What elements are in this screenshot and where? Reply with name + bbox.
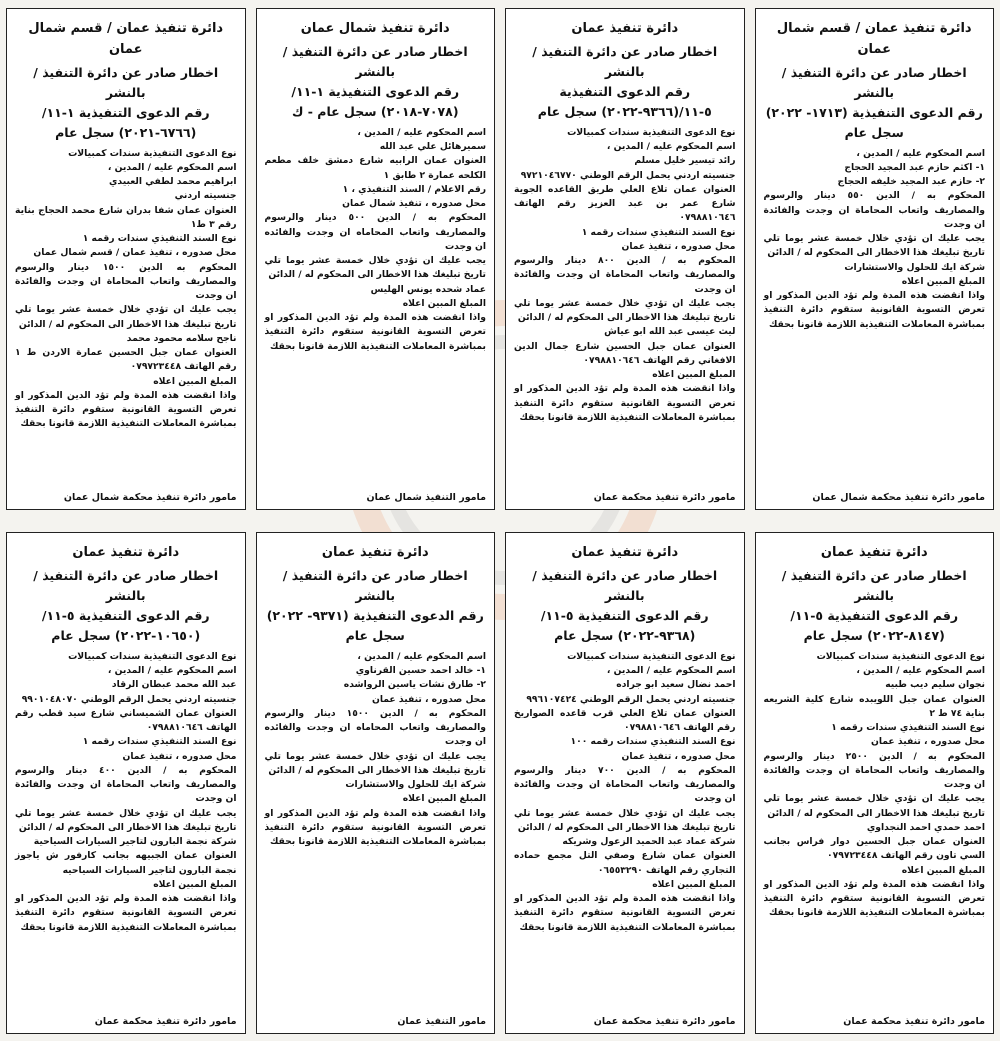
notice-title: اخطار صادر عن دائرة التنفيذ / بالنشر xyxy=(33,567,219,603)
notice-6 xyxy=(505,532,745,1034)
notice-case-number: رقم الدعوى التنفيذية ٥-١١/ (١٠٦٥٠-٢٠٢٢) سجل عام xyxy=(41,607,210,643)
notice-footer: مامور دائرة تنفيذ محكمة عمان xyxy=(843,1016,985,1027)
notice-body: اسم المحكوم عليه / المدين ، سميرهائل علي عبد الله العنوان عمان الرابيه شارع دمشق خلف مطعم الكلحه عمارة ٢ طابق ١ رقم الاعلام / السند التنفيذي ، ١ محل صدوره ، تنفيذ شمال عمان المحكوم به / الدين ٥٠٠ دينار والرسوم والمصاريف واتعاب المحاماه ان وجدت والفائده ان وجدت يجب عليك ان تؤدي خلال خمسة عشر يوما تلي تاريخ تبليغك هذا الاخطار الى المحكوم له / الدائن عماد شحده يونس الهليس المبلغ المبين اعلاه واذا انقضت هذه المدة ولم تؤد الدين المذكور او تعرض التسوية القانونية ستقوم دائرة التنفيذ بمباشرة المعاملات التنفيذية اللازمة قانونا بحقك xyxy=(264,126,487,352)
notice-case-number: رقم الدعوى التنفيذية ١-١١/ (٦٧٦٦-٢٠٢١) سجل عام xyxy=(41,104,210,140)
notice-body: نوع الدعوى التنفيذية سندات كمبيالات اسم المحكوم عليه / المدين ، نجوان سليم ديب طبيه العنوان عمان جبل اللويبده شارع كلية الشريعه بناية ٧٤ ط ٢ نوع السند التنفيذي سندات رقمه ١ محل صدوره ، تنفيذ عمان المحكوم به / الدين ٢٥٠٠ دينار والرسوم والمصاريف واتعاب المحاماة ان وجدت والفائدة ان وجدت يجب عليك ان تؤدي خلال خمسة عشر يوما تلي تاريخ تبليغك هذا الاخطار الى المحكوم له / الدائن احمد حمدي احمد النجداوي العنوان عمان جبل الحسين دوار فراس بجانب السي تاون رقم الهاتف ٠٧٩٧٢٣٤٤٨ المبلغ المبين اعلاه واذا انقضت هذه المدة ولم تؤد الدين المذكور او تعرض التسوية القانونية ستقوم دائرة التنفيذ بمباشرة المعاملات التنفيذية اللازمة قانونا بحقك xyxy=(763,650,986,919)
notice-footer: مامور التنفيذ شمال عمان xyxy=(366,492,486,503)
notice-title: اخطار صادر عن دائرة التنفيذ / بالنشر xyxy=(781,64,967,100)
notice-footer: مامور دائرة تنفيذ محكمة عمان xyxy=(593,492,736,503)
notice-header xyxy=(764,19,986,143)
notice-title: اخطار صادر عن دائرة التنفيذ / بالنشر xyxy=(532,43,718,79)
notice-department: دائرة تنفيذ عمان / قسم شمال عمان xyxy=(28,21,224,57)
notice-department: دائرة تنفيذ عمان xyxy=(72,545,180,560)
notice-title: اخطار صادر عن دائرة التنفيذ / بالنشر xyxy=(532,567,718,603)
notice-footer: مامور دائرة تنفيذ محكمة عمان xyxy=(94,1016,237,1027)
notice-department: دائرة تنفيذ عمان xyxy=(321,545,429,560)
notice-body: نوع الدعوى التنفيذية سندات كمبيالات اسم المحكوم عليه / المدين ، احمد نضال سعيد ابو جراده جنسيته اردني يحمل الرقم الوطني ٩٩٦١٠٧٤٢٤ العنوان عمان تلاع العلي قرب قاعده الصواريخ رقم الهاتف ٠٧٩٨٨١٠٦٤٦ نوع السند التنفيذي سندات رقمه ١٠٠ محل صدوره ، تنفيذ عمان المحكوم به / الدين ٧٠٠ دينار والرسوم والمصاريف واتعاب المحاماة ان وجدت والفائدة ان وجدت يجب عليك ان تؤدي خلال خمسة عشر يوما تلي تاريخ تبليغك هذا الاخطار الى المحكوم له / الدائن شركة عماد عبد الحميد الزعول وشريكه العنوان عمان شارع وصفي التل مجمع حماده التجاري رقم الهاتف ٠٦٥٥٣٢٩٠ المبلغ المبين اعلاه واذا انقضت هذه المدة ولم تؤد الدين المذكور او تعرض التسوية القانونية ستقوم دائرة التنفيذ بمباشرة المعاملات التنفيذية اللازمة قانونا بحقك xyxy=(514,650,736,933)
notice-title: اخطار صادر عن دائرة التنفيذ / بالنشر xyxy=(781,567,967,603)
notice-body: اسم المحكوم عليه / المدين ، ١- خالد احمد حسين القرناوي ٢- طارق نشات ياسين الرواشده محل صدوره ، تنفيذ عمان المحكوم به / الدين ١٥٠٠ دينار والرسوم والمصاريف واتعاب المحاماه ان وجدت والفائده ان وجدت يجب عليك ان تؤدي خلال خمسة عشر يوما تلي تاريخ تبليغك هذا الاخطار الى المحكوم له / الدائن شركة ايك للحلول والاستشارات المبلغ المبين اعلاه واذا انقضت هذه المدة ولم تؤد الدين المذكور او تعرض التسوية القانونية ستقوم دائرة التنفيذ بمباشرة المعاملات التنفيذية اللازمة قانونا بحقك xyxy=(264,650,487,848)
notice-2 xyxy=(505,8,745,510)
notice-title: اخطار صادر عن دائرة التنفيذ / بالنشر xyxy=(282,567,468,603)
notice-department: دائرة تنفيذ عمان / قسم شمال عمان xyxy=(776,21,972,57)
notice-title: اخطار صادر عن دائرة التنفيذ / بالنشر xyxy=(282,43,468,79)
notice-department: دائرة تنفيذ شمال عمان xyxy=(300,21,450,36)
notice-footer: مامور دائرة تنفيذ محكمة شمال عمان xyxy=(812,492,985,503)
notice-title: اخطار صادر عن دائرة التنفيذ / بالنشر xyxy=(33,64,219,100)
notice-department: دائرة تنفيذ عمان xyxy=(820,545,928,560)
notice-body: نوع الدعوى التنفيذية سندات كمبيالات اسم المحكوم عليه / المدين ، عبد الله محمد عبطان الرقاد جنسيته اردني يحمل الرقم الوطني ٩٩٠١٠٤٨٠٧٠ العنوان عمان الشميساني شارع سيد قطب رقم الهاتف ٠٧٩٨٨١٠٦٤٦ نوع السند التنفيذي سندات رقمه ١ محل صدوره ، تنفيذ عمان المحكوم به / الدين ٤٠٠ دينار والرسوم والمصاريف واتعاب المحاماة ان وجدت والفائدة ان وجدت يجب عليك ان تؤدي خلال خمسة عشر يوما تلي تاريخ تبليغك هذا الاخطار الى المحكوم له / الدائن شركة نجمة البارون لتاجير السيارات السياحية العنوان عمان الجبيهه بجانب كارفور ش ياجوز نجمة البارون لتاجير السيارات السياحيه المبلغ المبين اعلاه واذا انقضت هذه المدة ولم تؤد الدين المذكور او تعرض التسوية القانونية ستقوم دائرة التنفيذ بمباشرة المعاملات التنفيذية اللازمة قانونا بحقك xyxy=(15,650,237,933)
notice-footer: مامور التنفيذ عمان xyxy=(397,1016,486,1027)
notices-grid xyxy=(6,8,994,1034)
notice-header xyxy=(265,19,487,122)
notice-case-number: رقم الدعوى التنفيذية (٩٣٧١- ٢٠٢٢) سجل عام xyxy=(266,607,484,643)
notice-1 xyxy=(755,8,995,510)
notice-5 xyxy=(755,532,995,1034)
notice-case-number: رقم الدعوى التنفيذية ٥-١١/ (٩٣٦٨-٢٠٢٢) سجل عام xyxy=(540,607,709,643)
notice-3 xyxy=(256,8,496,510)
notice-body: نوع الدعوى التنفيذية سندات كمبيالات اسم المحكوم عليه / المدين ، رائد تيسير خليل مسلم جنسيته اردني يحمل الرقم الوطني ٩٧٢١٠٤٦٧٧٠ العنوان عمان تلاع العلي طريق القاعده الجوية شارع عمر بن عبد العزيز رقم الهاتف ٠٧٩٨٨١٠٦٤٦ نوع السند التنفيذي سندات رقمه ١ محل صدوره ، تنفيذ عمان المحكوم به / الدين ٨٠٠ دينار والرسوم والمصاريف واتعاب المحاماة ان وجدت والفائدة ان وجدت يجب عليك ان تؤدي خلال خمسة عشر يوما تلي تاريخ تبليغك هذا الاخطار الى المحكوم له / الدائن ليث عيسى عبد الله ابو عياش العنوان عمان جبل الحسين شارع جمال الدين الافغاني رقم الهاتف ٠٧٩٨٨١٠٦٤٦ المبلغ المبين اعلاه واذا انقضت هذه المدة ولم تؤد الدين المذكور او تعرض التسوية القانونية ستقوم دائرة التنفيذ بمباشرة المعاملات التنفيذية اللازمة قانونا بحقك xyxy=(514,126,736,423)
notice-case-number: رقم الدعوى التنفيذية (١٧١٣- ٢٠٢٢) سجل عام xyxy=(765,104,983,140)
notice-header xyxy=(514,543,736,646)
notice-case-number: رقم الدعوى التنفيذية ٥-١١/(٩٣٦٦-٢٠٢٢) سجل عام xyxy=(537,83,712,119)
notice-footer: مامور دائرة تنفيذ محكمة عمان xyxy=(593,1016,736,1027)
notice-department: دائرة تنفيذ عمان xyxy=(571,21,679,36)
notice-header xyxy=(265,543,487,646)
notice-department: دائرة تنفيذ عمان xyxy=(571,545,679,560)
notice-footer: مامور دائرة تنفيذ محكمة شمال عمان xyxy=(63,492,237,503)
notice-8 xyxy=(6,532,246,1034)
notice-header xyxy=(15,19,237,143)
notice-7 xyxy=(256,532,496,1034)
notice-header xyxy=(514,19,736,122)
notice-header xyxy=(15,543,237,646)
notice-body: نوع الدعوى التنفيذية سندات كمبيالات اسم المحكوم عليه / المدين ، ابراهيم محمد لطفي العبيدي جنسيته اردني العنوان عمان شفا بدران شارع محمد الحجاج بناية رقم ٣ ط١ نوع السند التنفيذي سندات رقمه ١ محل صدوره ، تنفيذ عمان / قسم شمال عمان المحكوم به الدين ١٥٠٠ دينار والرسوم والمصاريف واتعاب المحاماة ان وجدت والفائدة ان وجدت يجب عليك ان تؤدي خلال خمسة عشر يوما تلي تاريخ تبليغك هذا الاخطار الى المحكوم له / الدائن ناجح سلامه محمود محمد العنوان عمان جبل الحسين عمارة الاردن ط ١ رقم الهاتف ٠٧٩٧٢٣٤٤٨ المبلغ المبين اعلاه واذا انقضت هذه المدة ولم تؤد الدين المذكور او تعرض التسوية القانونية ستقوم دائرة التنفيذ بمباشرة المعاملات التنفيذية اللازمة قانونا بحقك xyxy=(15,147,237,430)
notice-4 xyxy=(6,8,246,510)
notice-body: اسم المحكوم عليه / المدين ، ١- اكثم حازم عبد المجيد الحجاج ٢- حازم عبد المجيد خليفه الحجاج المحكوم به / الدين ٥٥٠ دينار والرسوم والمصاريف واتعاب المحاماة ان وجدت والفائدة ان وجدت يجب عليك ان تؤدي خلال خمسة عشر يوما تلي تاريخ تبليغك هذا الاخطار الى المحكوم له / الدائن شركة ايك للحلول والاستشارات المبلغ المبين اعلاه واذا انقضت هذه المدة ولم تؤد الدين المذكور او تعرض التسوية القانونية ستقوم دائرة التنفيذ بمباشرة المعاملات التنفيذية اللازمة قانونا بحقك xyxy=(763,147,986,330)
notice-header xyxy=(764,543,986,646)
notice-case-number: رقم الدعوى التنفيذية ٥-١١/ (٨١٤٧-٢٠٢٢) سجل عام xyxy=(790,607,959,643)
notice-case-number: رقم الدعوى التنفيذية ١-١١/ (٧٠٧٨-٢٠١٨) سجل عام - ك xyxy=(291,83,460,119)
